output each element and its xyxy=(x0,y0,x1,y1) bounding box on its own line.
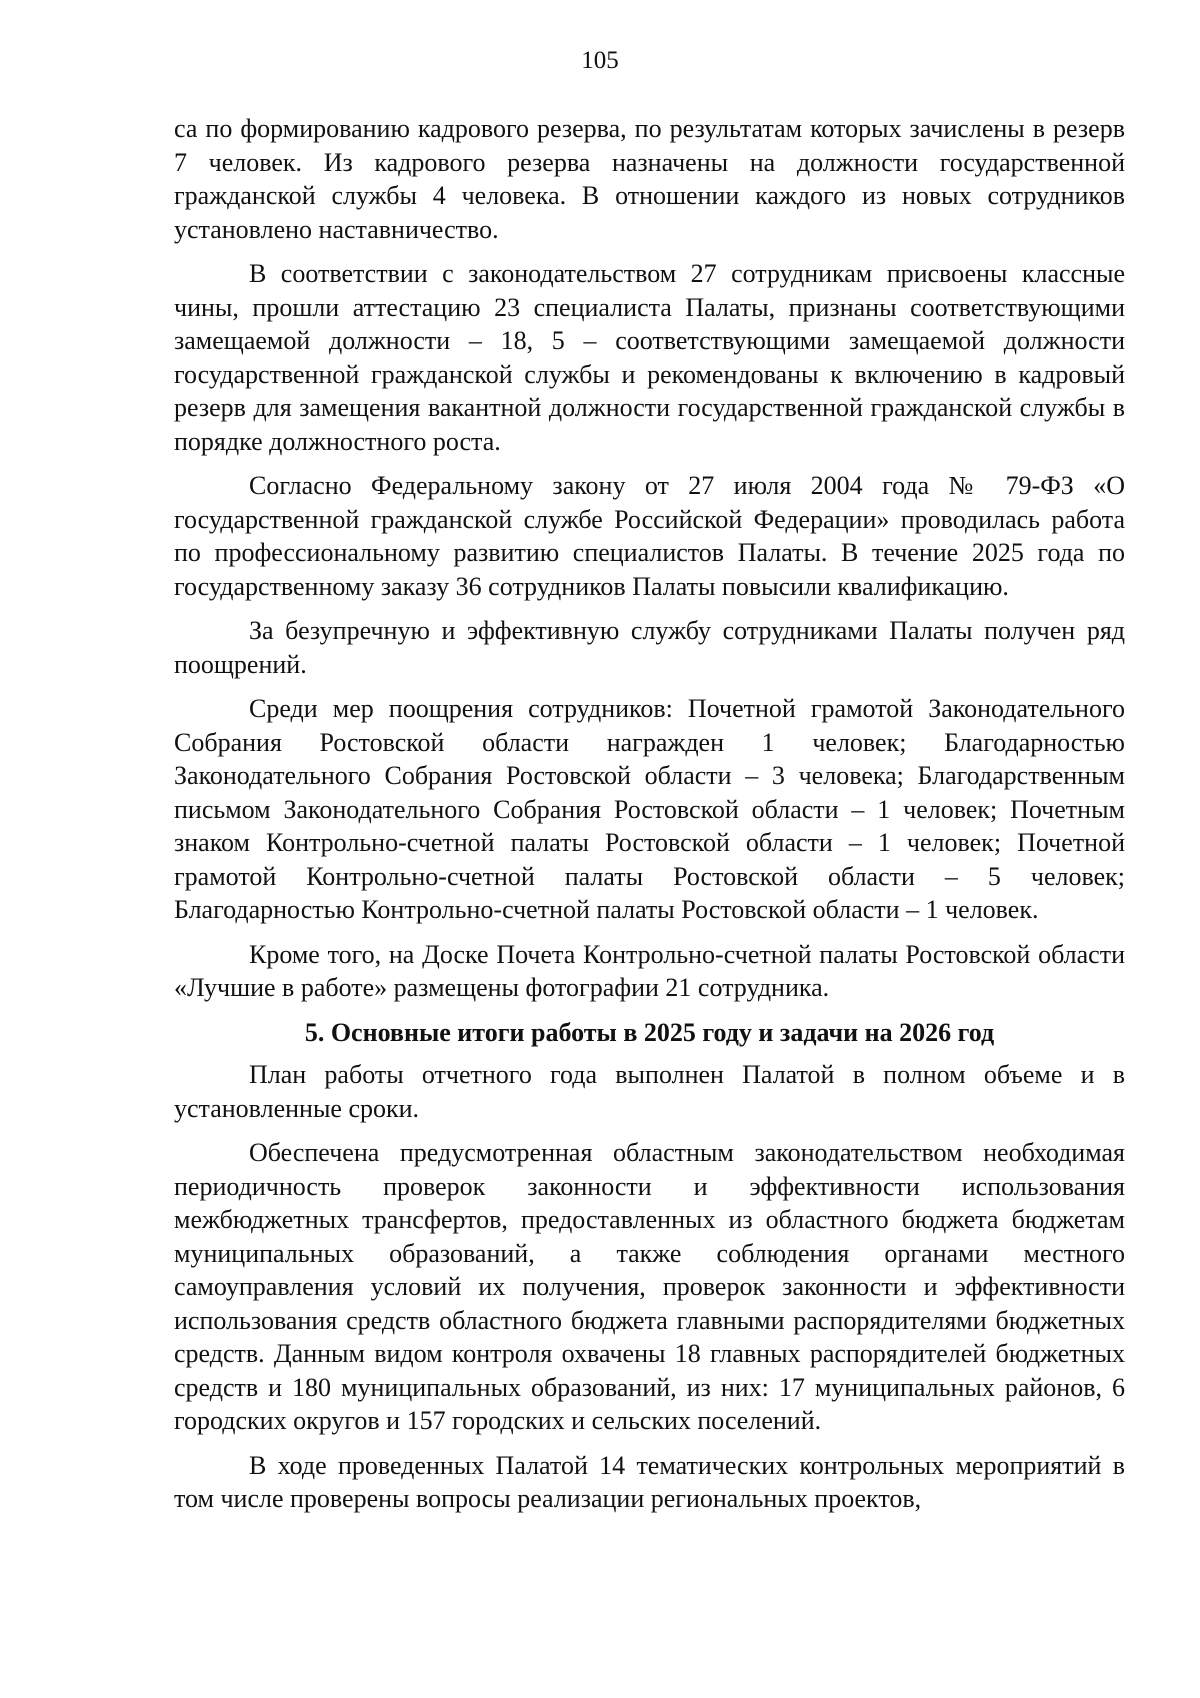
section-heading: 5. Основные итоги работы в 2025 году и задачи на 2026 год xyxy=(304,1017,995,1047)
paragraph-honor-board: Кроме того, на Доске Почета Контрольно-счетной палаты Ростовской области «Лучшие в работе» размещены фотографии 21 сотрудника. xyxy=(174,939,1125,1002)
paragraph-continuation: са по формированию кадрового резерва, по результатам которых зачислены в резерв 7 человек. Из кадрового резерва назначены на должности государственной гражданской службы 4 человека. В отношении каждого из новых сотрудников установлено наставничество. xyxy=(174,114,1125,244)
paragraph-control-coverage: Обеспечена предусмотренная областным законодательством необходимая периодичность проверок законности и эффективности использования межбюджетных трансфертов, предоставленных из областного бюджета бюджетам муниципальных образований, а также соблюдения органами местного самоуправления условий их получения, проверок законности и эффективности использования средств областного бюджета главными распорядителями бюджетных средств. Данным видом контроля охвачены 18 главных распорядителей бюджетных средств и 180 муниципальных образований, из них: 17 муниципальных районов, 6 городских округов и 157 городских и сельских поселений. xyxy=(174,1138,1125,1435)
page-body xyxy=(174,112,1125,1527)
page-number: 105 xyxy=(581,47,619,74)
paragraph-awards-intro: За безупречную и эффективную службу сотрудниками Палаты получен ряд поощрений. xyxy=(174,616,1125,679)
paragraph-class-ranks: В соответствии с законодательством 27 сотрудникам присвоены классные чины, прошли аттестацию 23 специалиста Палаты, признаны соответствующими замещаемой должности – 18, 5 – соответствующими замещаемой должности государственной гражданской службы и рекомендованы к включению в кадровый резерв для замещения вакантной должности государственной гражданской службы в порядке должностного роста. xyxy=(174,259,1125,456)
paragraph-plan-completed: План работы отчетного года выполнен Палатой в полном объеме и в установленные сроки. xyxy=(174,1060,1125,1123)
paragraph-professional-development: Согласно Федеральному закону от 27 июля 2004 года № 79-ФЗ «О государственной гражданской службе Российской Федерации» проводилась работа по профессиональному развитию специалистов Палаты. В течение 2025 года по государственному заказу 36 сотрудников Палаты повысили квалификацию. xyxy=(174,471,1125,601)
paragraph-awards-list: Среди мер поощрения сотрудников: Почетной грамотой Законодательного Собрания Ростовской области награжден 1 человек; Благодарностью Законодательного Собрания Ростовской области – 3 человека; Благодарственным письмом Законодательного Собрания Ростовской области – 1 человек; Почетным знаком Контрольно-счетной палаты Ростовской области – 1 человек; Почетной грамотой Контрольно-счетной палаты Ростовской области – 5 человек; Благодарностью Контрольно-счетной палаты Ростовской области – 1 человек. xyxy=(174,694,1125,924)
paragraph-thematic-audits: В ходе проведенных Палатой 14 тематических контрольных мероприятий в том числе проверены вопросы реализации региональных проектов, xyxy=(174,1450,1125,1513)
